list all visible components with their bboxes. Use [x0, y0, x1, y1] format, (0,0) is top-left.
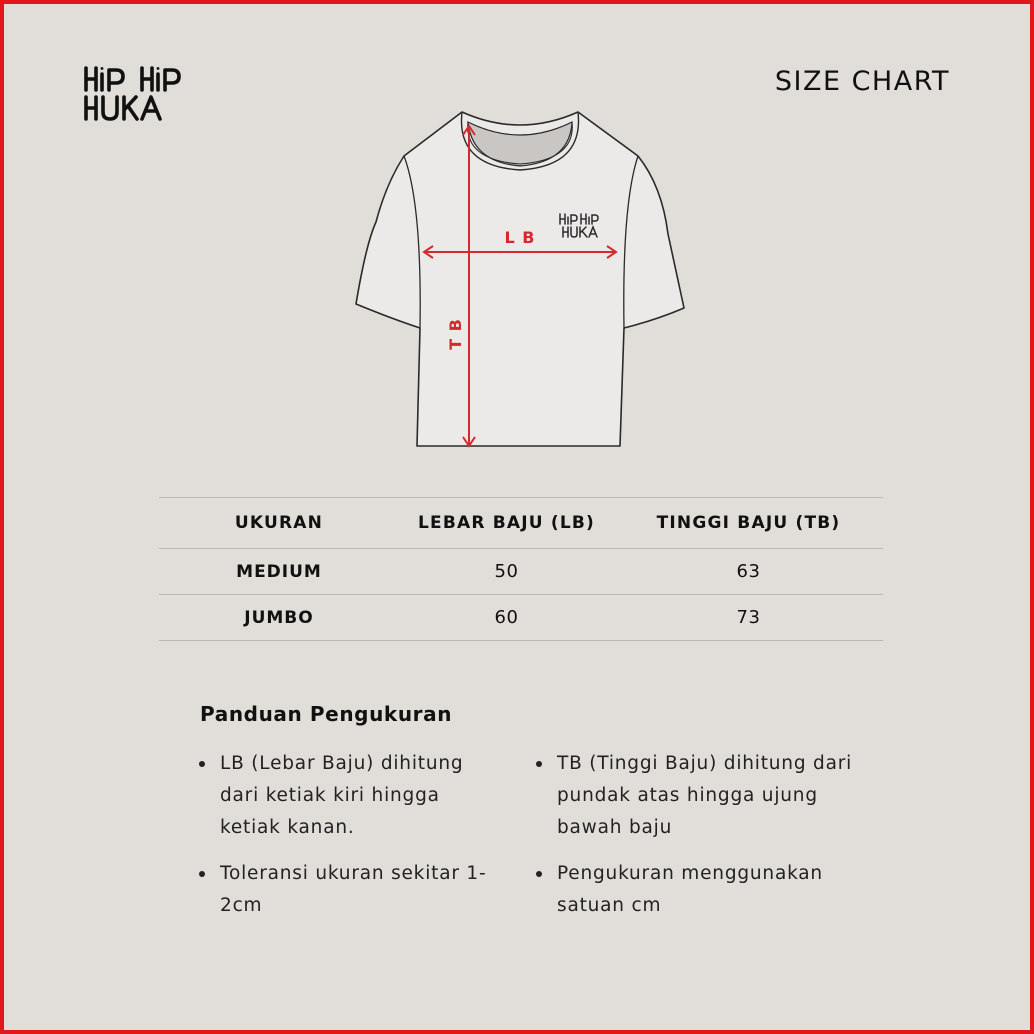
bullet-icon: [536, 761, 542, 767]
guide-title: Panduan Pengukuran: [200, 702, 453, 726]
header-width: LEBAR BAJU (LB): [399, 498, 614, 549]
list-item: [199, 858, 499, 922]
list-item: [536, 748, 856, 844]
height-value: 73: [614, 595, 883, 641]
header-size: UKURAN: [159, 498, 399, 549]
size-name: MEDIUM: [159, 549, 399, 595]
bullet-icon: [199, 871, 205, 877]
size-table: [159, 497, 883, 641]
size-name: JUMBO: [159, 595, 399, 641]
list-item: [199, 748, 499, 844]
bullet-icon: [536, 871, 542, 877]
bullet-icon: [199, 761, 205, 767]
table-row: [159, 595, 883, 641]
header-height: TINGGI BAJU (TB): [614, 498, 883, 549]
width-value: 50: [399, 549, 614, 595]
table-header-row: [159, 498, 883, 549]
width-value: 60: [399, 595, 614, 641]
table-row: [159, 549, 883, 595]
guide-list-right: [536, 748, 856, 936]
guide-text: LB (Lebar Baju) dihitung dari ketiak kiri hingga ketiak kanan.: [220, 753, 464, 838]
page-title: SIZE CHART: [774, 66, 950, 97]
height-label: T B: [446, 318, 465, 350]
guide-list-left: [199, 748, 499, 936]
guide-text: Toleransi ukuran sekitar 1-2cm: [220, 863, 487, 916]
width-label: L B: [504, 228, 536, 247]
guide-text: Pengukuran menggunakan satuan cm: [557, 863, 823, 916]
height-value: 63: [614, 549, 883, 595]
list-item: [536, 858, 856, 922]
brand-logo: [82, 64, 194, 122]
tshirt-diagram: [344, 104, 704, 454]
guide-text: TB (Tinggi Baju) dihitung dari pundak atas hingga ujung bawah baju: [557, 753, 853, 838]
